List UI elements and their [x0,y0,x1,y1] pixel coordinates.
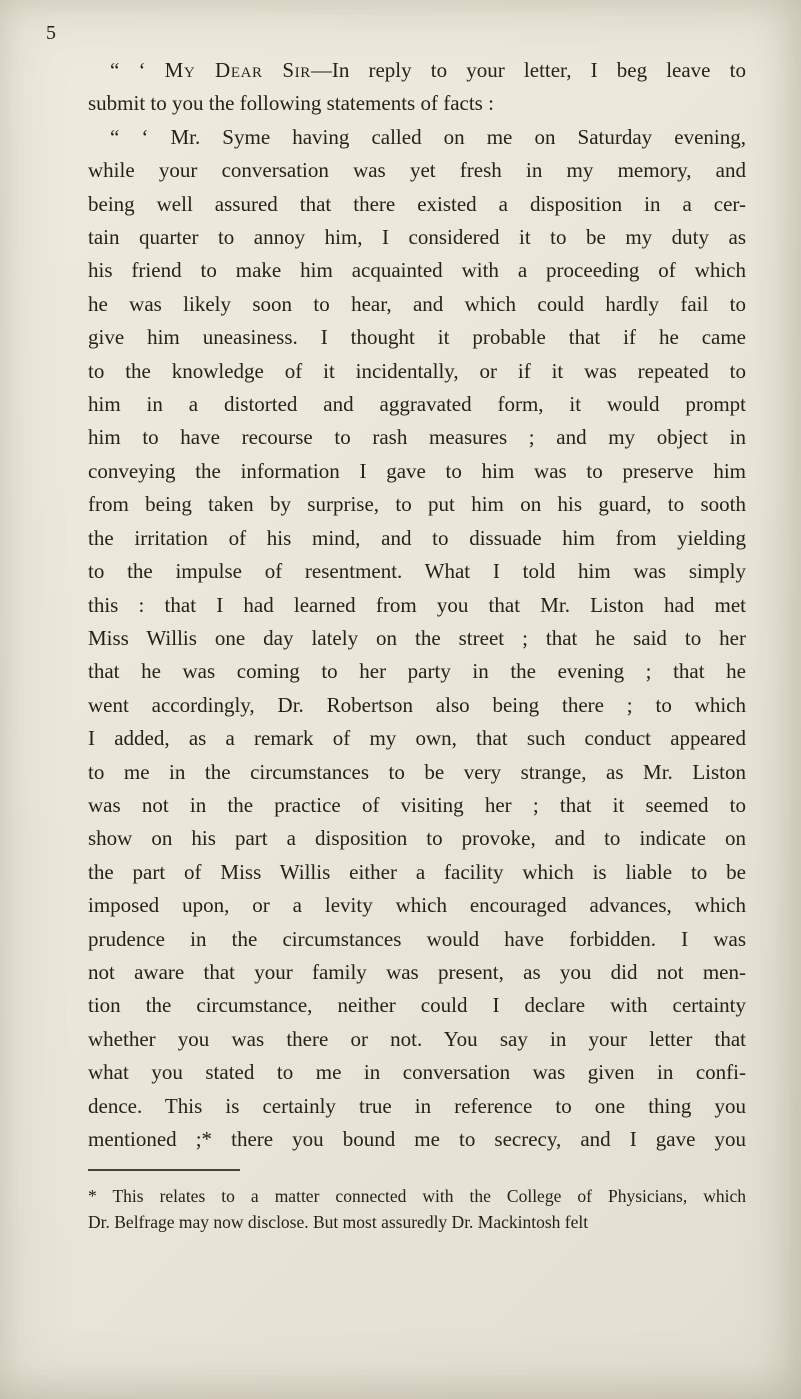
opening-quote-marks: “ ‘ [110,58,165,82]
letter-line: he was likely soon to hear, and which could hardly fail to [88,291,746,316]
letter-line: tion the circumstance, neither could I declare with certainty [88,993,746,1018]
letter-line: went accordingly, Dr. Robertson also being there ; to which [88,692,746,717]
footnote [88,1183,746,1235]
letter-line: dence. This is certainly true in reference to one thing you [88,1093,746,1118]
letter-line: his friend to make him acquainted with a proceeding of which [88,258,746,283]
letter-line: imposed upon, or a levity which encouraged advances, which [88,893,746,918]
letter-line: that he was coming to her party in the evening ; that he [88,659,746,684]
footnote-line: * This relates to a matter connected with the College of Physicians, which [88,1186,746,1206]
letter-line: prudence in the circumstances would have forbidden. I was [88,926,746,951]
letter-paragraph [88,121,746,1157]
letter-line: whether you was there or not. You say in your letter that [88,1026,746,1051]
letter-body [88,54,746,1156]
letter-line: the irritation of his mind, and to dissuade him from yielding [88,525,746,550]
letter-line: him in a distorted and aggravated form, it would prompt [88,392,746,417]
letter-line: being well assured that there existed a disposition in a cer- [88,191,746,216]
letter-line: while your conversation was yet fresh in my memory, and [88,158,746,183]
letter-line: submit to you the following statements of facts : [88,91,494,116]
opening-rest: —In reply to your letter, I beg leave to [310,58,746,82]
letter-line: “ ‘ Mr. Syme having called on me on Saturday evening, [110,124,746,149]
letter-line: to the impulse of resentment. What I told him was simply [88,559,746,584]
footnote-line: Dr. Belfrage may now disclose. But most assuredly Dr. Mackintosh felt [88,1212,589,1232]
letter-line: show on his part a disposition to provoke, and to indicate on [88,826,746,851]
letter-line: give him uneasiness. I thought it probable that if he came [88,325,746,350]
letter-line: him to have recourse to rash measures ; and my object in [88,425,746,450]
letter-line: to the knowledge of it incidentally, or if it was repeated to [88,358,746,383]
salutation-smallcaps: My Dear Sir [164,58,311,82]
letter-line: was not in the practice of visiting her ; that it seemed to [88,792,746,817]
page-number: 5 [46,22,56,44]
letter-line: what you stated to me in conversation was given in confi- [88,1060,746,1085]
letter-line: the part of Miss Willis either a facility which is liable to be [88,859,746,884]
letter-line: tain quarter to annoy him, I considered it to be my duty as [88,225,746,250]
letter-opening-line [88,54,746,87]
letter-line: I added, as a remark of my own, that such conduct appeared [88,726,746,751]
letter-line: not aware that your family was present, as you did not men- [88,959,746,984]
letter-line: this : that I had learned from you that Mr. Liston had met [88,592,746,617]
letter-line: mentioned ;* there you bound me to secrecy, and I gave you [88,1127,746,1151]
footnote-separator-rule [88,1169,240,1171]
letter-line: to me in the circumstances to be very strange, as Mr. Liston [88,759,746,784]
letter-line: from being taken by surprise, to put him on his guard, to sooth [88,492,746,517]
letter-line: conveying the information I gave to him was to preserve him [88,458,746,483]
letter-line: Miss Willis one day lately on the street ; that he said to her [88,625,746,650]
